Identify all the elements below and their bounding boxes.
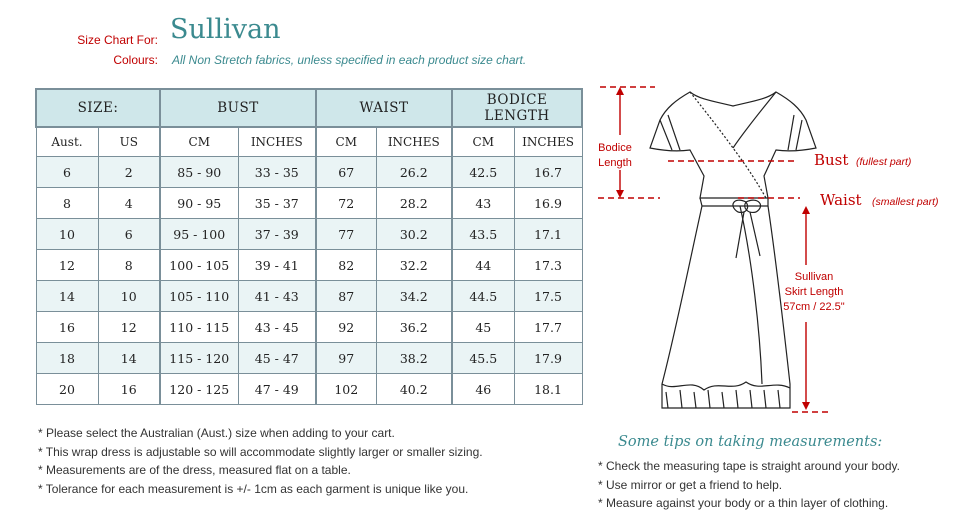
col-bodice-cm: CM [452, 127, 514, 157]
cell-us: 14 [98, 343, 160, 374]
cell-waist-inches: 30.2 [376, 219, 452, 250]
colours-value: All Non Stretch fabrics, unless specified in each product size chart. [172, 53, 527, 67]
cell-aust: 20 [36, 374, 98, 405]
cell-waist-cm: 92 [316, 312, 376, 343]
cell-bodice-cm: 46 [452, 374, 514, 405]
group-bodice-length: BODICE LENGTH [452, 89, 582, 127]
note-item: * Tolerance for each measurement is +/- 1cm as each garment is unique like you. [38, 481, 469, 496]
cell-waist-inches: 38.2 [376, 343, 452, 374]
cell-bust-inches: 47 - 49 [238, 374, 316, 405]
cell-aust: 10 [36, 219, 98, 250]
cell-bodice-inches: 16.9 [514, 188, 582, 219]
cell-waist-cm: 77 [316, 219, 376, 250]
group-waist: WAIST [316, 89, 452, 127]
dress-outline-icon [650, 92, 816, 198]
cell-waist-inches: 32.2 [376, 250, 452, 281]
cell-bodice-inches: 17.5 [514, 281, 582, 312]
note-item: * Measurements are of the dress, measured flat on a table. [38, 463, 351, 477]
cell-bodice-cm: 44 [452, 250, 514, 281]
bust-note: (fullest part) [856, 156, 912, 168]
cell-bodice-cm: 45.5 [452, 343, 514, 374]
cell-bodice-cm: 45 [452, 312, 514, 343]
group-size: SIZE: [36, 89, 160, 127]
col-waist-cm: CM [316, 127, 376, 157]
cell-bodice-cm: 43 [452, 188, 514, 219]
note-item: * Please select the Australian (Aust.) size when adding to your cart. [38, 426, 395, 440]
col-bust-cm: CM [160, 127, 238, 157]
cell-bodice-inches: 16.7 [514, 157, 582, 188]
cell-waist-cm: 82 [316, 250, 376, 281]
cell-bust-inches: 41 - 43 [238, 281, 316, 312]
cell-aust: 16 [36, 312, 98, 343]
cell-us: 12 [98, 312, 160, 343]
cell-aust: 6 [36, 157, 98, 188]
cell-bodice-inches: 17.7 [514, 312, 582, 343]
cell-us: 6 [98, 219, 160, 250]
cell-waist-inches: 40.2 [376, 374, 452, 405]
cell-us: 8 [98, 250, 160, 281]
cell-waist-cm: 72 [316, 188, 376, 219]
cell-bust-cm: 100 - 105 [160, 250, 238, 281]
cell-waist-cm: 97 [316, 343, 376, 374]
cell-bodice-cm: 43.5 [452, 219, 514, 250]
note-item: * This wrap dress is adjustable so will accommodate slightly larger or smaller sizing. [38, 444, 483, 459]
cell-bust-inches: 39 - 41 [238, 250, 316, 281]
cell-bodice-inches: 17.9 [514, 343, 582, 374]
cell-waist-cm: 87 [316, 281, 376, 312]
cell-waist-cm: 102 [316, 374, 376, 405]
col-bodice-inches: INCHES [514, 127, 582, 157]
tips-title: Some tips on taking measurements: [618, 434, 883, 450]
cell-aust: 8 [36, 188, 98, 219]
cell-bust-cm: 115 - 120 [160, 343, 238, 374]
waist-label: Waist [820, 191, 862, 209]
cell-bust-inches: 43 - 45 [238, 312, 316, 343]
cell-bodice-inches: 17.3 [514, 250, 582, 281]
cell-us: 4 [98, 188, 160, 219]
cell-bust-cm: 120 - 125 [160, 374, 238, 405]
cell-aust: 18 [36, 343, 98, 374]
cell-bust-cm: 105 - 110 [160, 281, 238, 312]
col-waist-inches: INCHES [376, 127, 452, 157]
cell-aust: 14 [36, 281, 98, 312]
product-name: Sullivan [170, 14, 281, 45]
cell-waist-cm: 67 [316, 157, 376, 188]
size-chart-label: Size Chart For: [77, 33, 158, 47]
waist-note: (smallest part) [872, 196, 939, 208]
cell-us: 16 [98, 374, 160, 405]
cell-bust-cm: 85 - 90 [160, 157, 238, 188]
skirt-length-label: Sullivan Skirt Length 57cm / 22.5" [783, 271, 845, 313]
cell-bodice-cm: 42.5 [452, 157, 514, 188]
bust-label: Bust [814, 151, 849, 169]
cell-us: 2 [98, 157, 160, 188]
cell-bust-cm: 95 - 100 [160, 219, 238, 250]
cell-bust-inches: 37 - 39 [238, 219, 316, 250]
group-bust: BUST [160, 89, 316, 127]
cell-waist-inches: 34.2 [376, 281, 452, 312]
bodice-length-label: Bodice Length [598, 142, 632, 169]
tip-item: * Measure against your body or a thin layer of clothing. [598, 496, 889, 510]
cell-us: 10 [98, 281, 160, 312]
cell-bust-inches: 33 - 35 [238, 157, 316, 188]
cell-waist-inches: 28.2 [376, 188, 452, 219]
cell-waist-inches: 36.2 [376, 312, 452, 343]
col-us: US [98, 127, 160, 157]
cell-bodice-inches: 18.1 [514, 374, 582, 405]
cell-bust-inches: 45 - 47 [238, 343, 316, 374]
tip-item: * Use mirror or get a friend to help. [598, 477, 783, 492]
cell-bodice-cm: 44.5 [452, 281, 514, 312]
cell-bust-cm: 110 - 115 [160, 312, 238, 343]
col-aust: Aust. [36, 127, 98, 157]
tip-item: * Check the measuring tape is straight around your body. [598, 459, 900, 473]
tips-list [598, 457, 900, 513]
cell-bodice-inches: 17.1 [514, 219, 582, 250]
cell-waist-inches: 26.2 [376, 157, 452, 188]
cell-bust-cm: 90 - 95 [160, 188, 238, 219]
cell-aust: 12 [36, 250, 98, 281]
colours-label: Colours: [113, 53, 158, 67]
cell-bust-inches: 35 - 37 [238, 188, 316, 219]
col-bust-inches: INCHES [238, 127, 316, 157]
